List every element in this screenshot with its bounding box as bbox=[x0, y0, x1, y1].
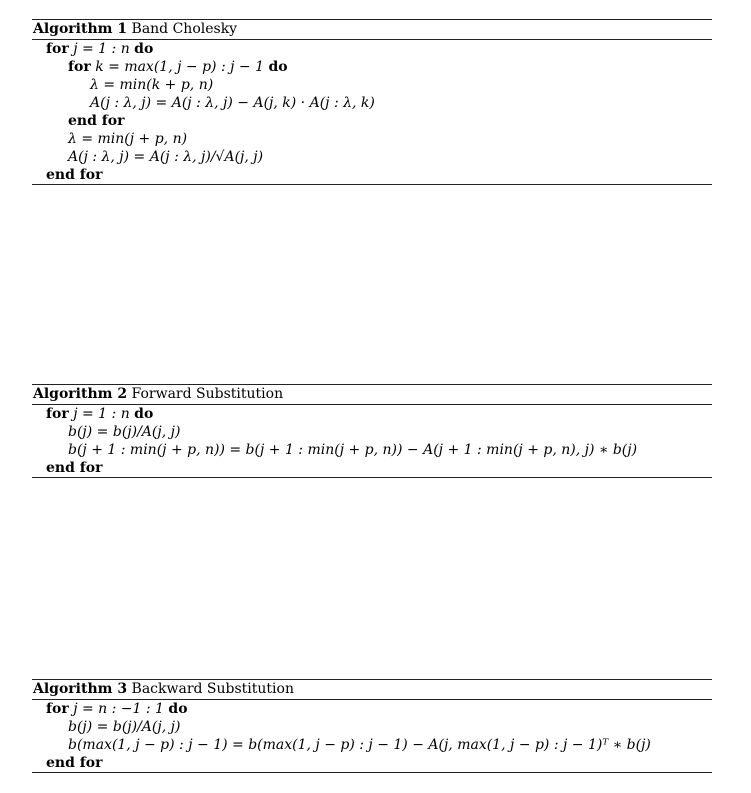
algorithm-3-body bbox=[32, 700, 712, 773]
algorithm-line: end for bbox=[46, 460, 103, 476]
algorithm-line: for k = max(1, j − p) : j − 1 do bbox=[68, 59, 288, 75]
algorithm-line: b(j) = b(j)/A(j, j) bbox=[68, 424, 181, 440]
algorithm-line: A(j : λ, j) = A(j : λ, j) − A(j, k) · A(j : λ, k) bbox=[90, 95, 375, 111]
algorithm-3-header bbox=[32, 679, 712, 700]
algorithm-3-box bbox=[32, 679, 712, 773]
algorithm-line: λ = min(j + p, n) bbox=[68, 131, 188, 147]
algorithm-1-number: Algorithm 1 bbox=[33, 21, 128, 37]
algorithm-line: end for bbox=[68, 113, 125, 129]
algorithm-line: end for bbox=[46, 167, 103, 183]
algorithm-3-number: Algorithm 3 bbox=[33, 681, 128, 697]
algorithm-line: b(j) = b(j)/A(j, j) bbox=[68, 719, 181, 735]
algorithm-line: b(max(1, j − p) : j − 1) = b(max(1, j − p) : j − 1) − A(j, max(1, j − p) : j − 1)ᵀ ∗ b(j) bbox=[68, 737, 651, 753]
algorithm-line: A(j : λ, j) = A(j : λ, j)/√A(j, j) bbox=[68, 149, 264, 165]
algorithm-line: for j = n : −1 : 1 do bbox=[46, 701, 188, 717]
algorithm-1-box bbox=[32, 19, 712, 185]
algorithm-line: for j = 1 : n do bbox=[46, 41, 154, 57]
algorithm-2-header bbox=[32, 384, 712, 405]
algorithm-2-title: Forward Substitution bbox=[131, 386, 284, 402]
algorithm-2-number: Algorithm 2 bbox=[33, 386, 128, 402]
algorithm-2-body bbox=[32, 405, 712, 478]
algorithm-line: λ = min(k + p, n) bbox=[90, 77, 214, 93]
algorithm-line: for j = 1 : n do bbox=[46, 406, 154, 422]
algorithm-3-title: Backward Substitution bbox=[131, 681, 294, 697]
algorithm-1-title: Band Cholesky bbox=[131, 21, 238, 37]
algorithm-line: end for bbox=[46, 755, 103, 771]
algorithm-line: b(j + 1 : min(j + p, n)) = b(j + 1 : min(j + p, n)) − A(j + 1 : min(j + p, n), j) ∗ b(j) bbox=[68, 442, 638, 458]
algorithm-1-header bbox=[32, 19, 712, 40]
algorithm-1-body bbox=[32, 40, 712, 185]
algorithm-2-box bbox=[32, 384, 712, 478]
